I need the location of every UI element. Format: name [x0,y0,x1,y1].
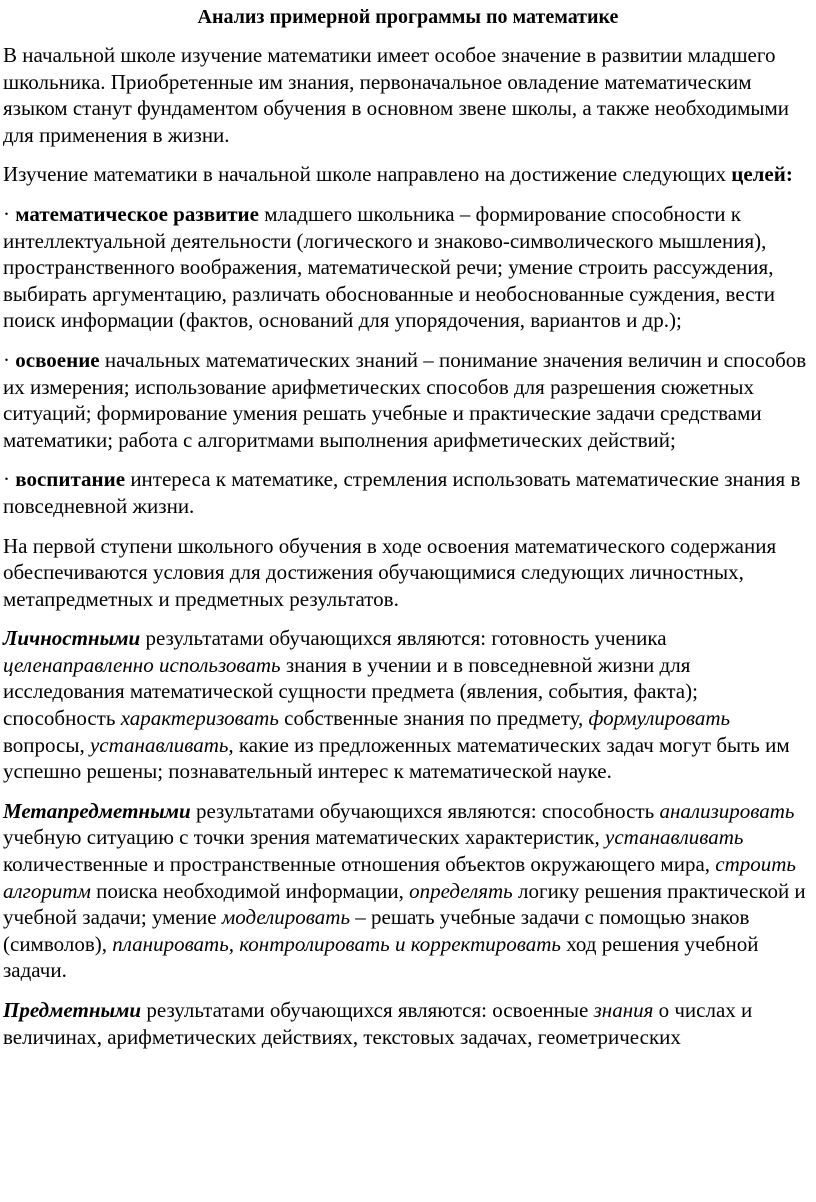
goals-label: целей: [731,162,793,187]
goal-item-2: · освоение начальных математических знаний – понимание значения величин и способов их измерения; использование арифметических способов для разрешения сюжетных ситуаций; формирование умения решать учебные и практические задачи средствами математики; работа с алгоритмами выполнения арифметических действий; [3,347,807,452]
document-title: Анализ примерной программы по математике [197,6,619,28]
paragraph-results-intro: На первой ступени школьного обучения в ходе освоения математического содержания обеспечиваются условия для достижения обучающимися следующих личностных, метапредметных и предметных результатов. [3,533,777,611]
paragraph-personal-results: Личностными результатами обучающихся являются: готовность ученика целенаправленно использовать знания в учении и в повседневной жизни для исследования математической сущности предмета (явления, события, факта); способность характеризовать собственные знания по предмету, формулировать вопросы, устанавливать, какие из предложенных математических задач могут быть им успешно решены; познавательный интерес к математической науке. [3,626,790,784]
bullet: · [3,467,10,492]
paragraph-goals-intro: Изучение математики в начальной школе направлено на достижение следующих целей: [3,162,793,187]
paragraph-meta-results: Метапредметными результатами обучающихся являются: способность анализировать учебную ситуацию с точки зрения математических характеристик, устанавливать количественные и пространственные отношения объектов окружающего мира, строить алгоритм поиска необходимой информации, определять логику решения практической и учебной задачи; умение моделировать – решать учебные задачи с помощью знаков (символов), планировать, контролировать и корректировать ход решения учебной задачи. [3,798,806,983]
bullet: · [3,347,10,372]
paragraph-subject-results: Предметными результатами обучающихся являются: освоенные знания о числах и величинах, арифметических действиях, текстовых задачах, геометрических [3,998,753,1049]
goal-item-3: · воспитание интереса к математике, стремления использовать математические знания в повседневной жизни. [3,467,801,518]
bullet: · [3,201,10,226]
goal-item-1: · математическое развитие младшего школьника – формирование способности к интеллектуальной деятельности (логического и знаково-символического мышления), пространственного воображения, математической речи; умение строить рассуждения, выбирать аргументацию, различать обоснованные и необоснованные суждения, вести поиск информации (фактов, оснований для упорядочения, вариантов и др.); [3,201,775,333]
paragraph-intro: В начальной школе изучение математики имеет особое значение в развитии младшего школьника. Приобретенные им знания, первоначальное овладение математическим языком станут фундаментом обучения в основном звене школы, а также необходимыми для применения в жизни. [3,43,790,147]
